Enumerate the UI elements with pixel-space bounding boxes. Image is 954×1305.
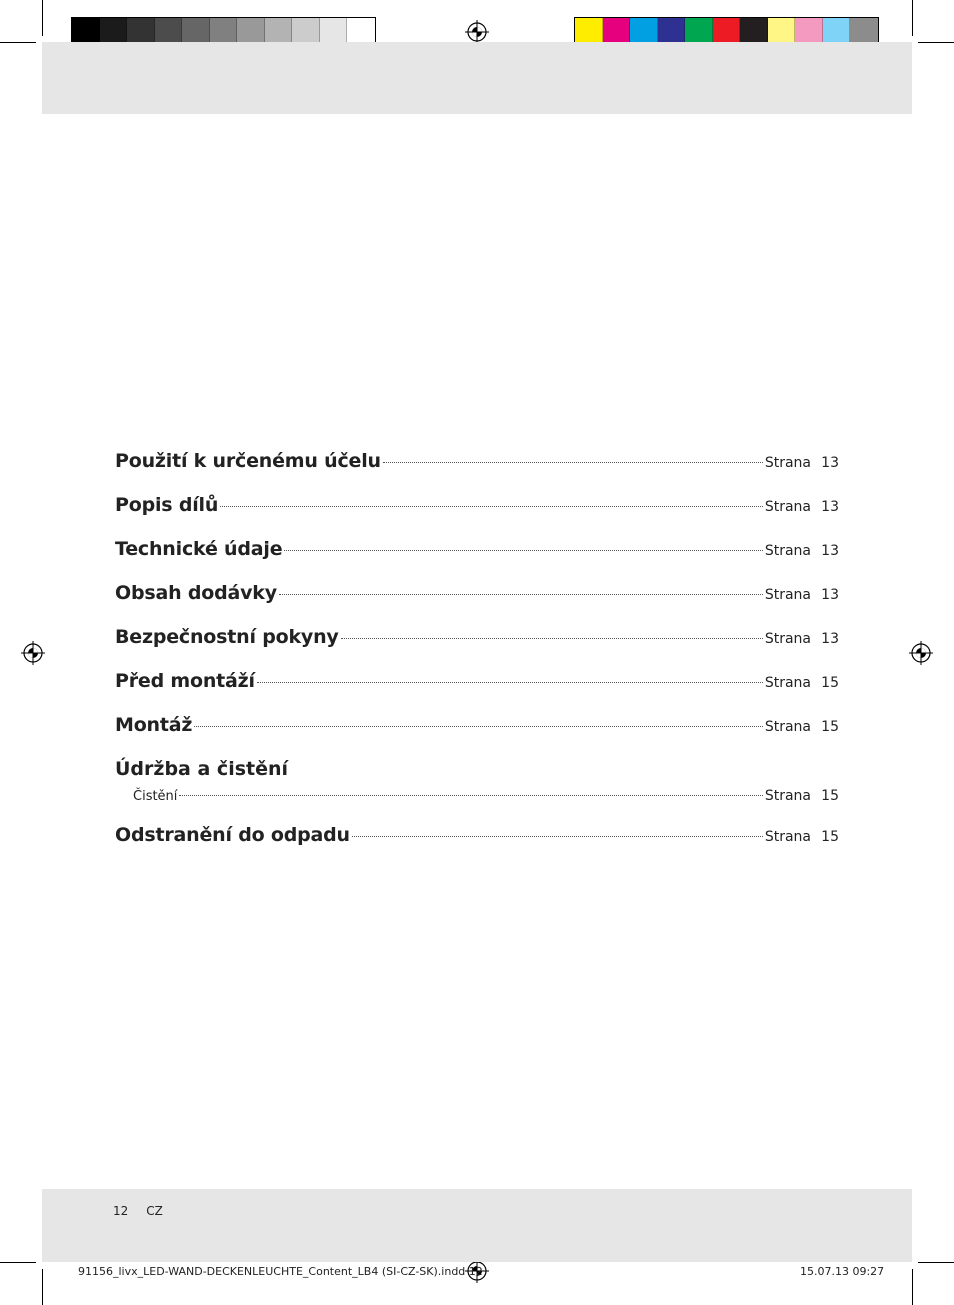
dot-leader [279, 594, 763, 595]
toc-entry-title: Popis dílů [115, 494, 219, 516]
toc-page-number: 13 [821, 543, 839, 559]
toc-entry [115, 450, 839, 494]
footer-band [42, 1189, 912, 1262]
crop-mark [918, 42, 954, 43]
toc-page-label: Strana [764, 829, 811, 845]
toc-entry-title: Použití k určenému účelu [115, 450, 381, 472]
toc-page-label: Strana [764, 543, 811, 559]
language-code: CZ [146, 1204, 163, 1218]
dot-leader [284, 550, 762, 551]
toc-page-number: 15 [821, 788, 839, 804]
toc-page-number: 15 [821, 719, 839, 735]
toc-entry-title: Technické údaje [115, 538, 283, 560]
crop-mark [42, 0, 43, 36]
page-number: 12 [113, 1204, 129, 1218]
toc-group-heading [115, 758, 839, 788]
registration-mark-icon [465, 20, 489, 44]
dot-leader [220, 506, 763, 507]
toc-sub-entry [115, 788, 839, 824]
header-band [42, 42, 912, 114]
toc-entry [115, 626, 839, 670]
toc-entry-title: Bezpečnostní pokyny [115, 626, 339, 648]
slug-filename: 91156_livx_LED-WAND-DECKENLEUCHTE_Content_LB4 (SI-CZ-SK).indd 12 [78, 1265, 483, 1278]
toc-page-number: 13 [821, 587, 839, 603]
toc-entry-title: Montáž [115, 714, 193, 736]
toc-page-number: 15 [821, 675, 839, 691]
registration-mark-icon [909, 641, 933, 665]
crop-mark [912, 1269, 913, 1305]
slug-date: 15.07.13 09:27 [800, 1265, 885, 1278]
toc-page-number: 13 [821, 631, 839, 647]
toc-page-label: Strana [764, 587, 811, 603]
toc-page-label: Strana [764, 719, 811, 735]
toc-page-label: Strana [764, 499, 811, 515]
toc-page-label: Strana [764, 675, 811, 691]
toc-page-number: 15 [821, 829, 839, 845]
toc-page-number: 13 [821, 499, 839, 515]
toc-entry-title: Obsah dodávky [115, 582, 277, 604]
crop-mark [918, 1262, 954, 1263]
toc-entry [115, 582, 839, 626]
dot-leader [179, 795, 762, 796]
toc-group-title: Údržba a čistění [115, 758, 289, 780]
dot-leader [257, 682, 763, 683]
dot-leader [383, 462, 763, 463]
toc-entry [115, 538, 839, 582]
toc-page-label: Strana [764, 788, 811, 804]
toc-entry-title: Odstranění do odpadu [115, 824, 350, 846]
crop-mark [0, 1262, 36, 1263]
toc-entry [115, 714, 839, 758]
registration-mark-icon [21, 641, 45, 665]
toc-entry-title: Před montáží [115, 670, 255, 692]
crop-mark [912, 0, 913, 36]
toc-entry [115, 824, 839, 868]
toc-page-label: Strana [764, 631, 811, 647]
dot-leader [194, 726, 763, 727]
toc-sub-title: Čistění [133, 789, 178, 804]
toc-entry [115, 670, 839, 714]
table-of-contents [115, 450, 839, 868]
crop-mark [42, 1269, 43, 1305]
page-footer [113, 1204, 163, 1218]
toc-entry [115, 494, 839, 538]
dot-leader [341, 638, 763, 639]
toc-page-number: 13 [821, 455, 839, 471]
dot-leader [352, 836, 763, 837]
crop-mark [0, 42, 36, 43]
toc-page-label: Strana [764, 455, 811, 471]
